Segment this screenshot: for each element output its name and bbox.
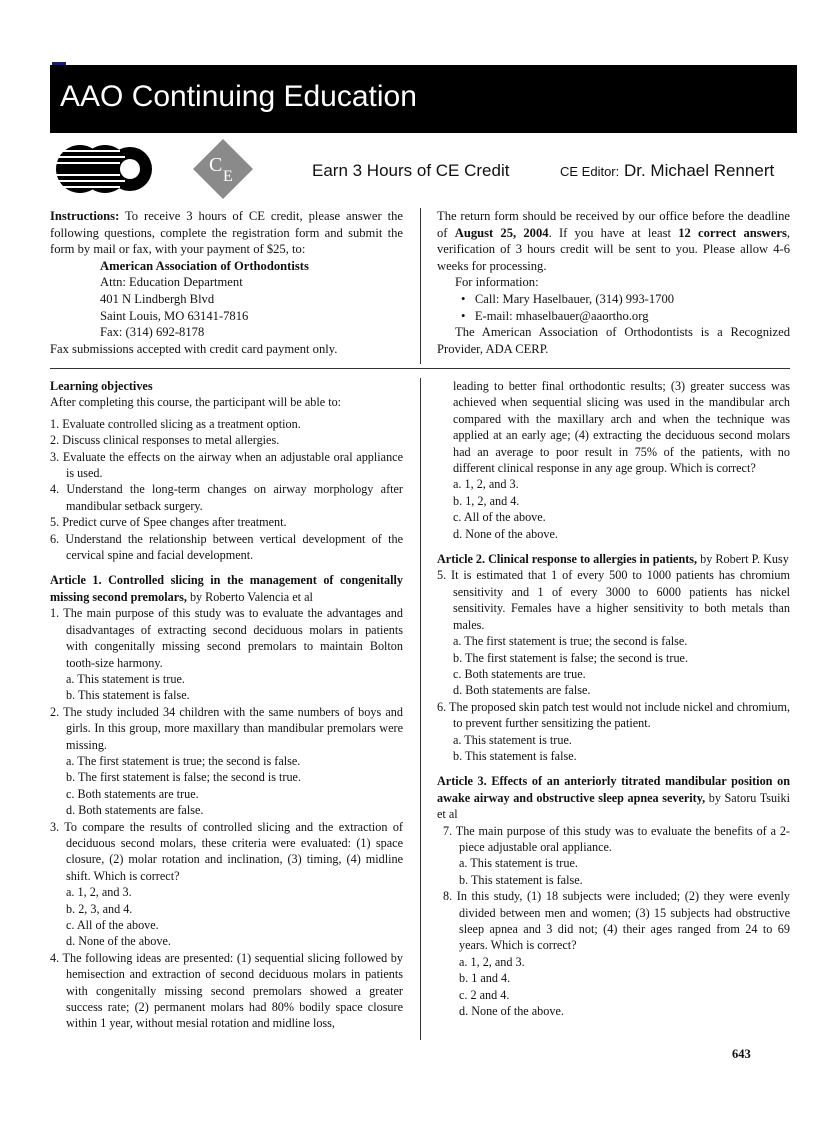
question: 5. It is estimated that 1 of every 500 to 1000 patients has chromium sensitivity and 1 of every 3000 to 6000 patients has nickel sensitivity. Females have a higher sensitivity to both metals than males. bbox=[437, 568, 790, 632]
editor-label: CE Editor: bbox=[560, 164, 620, 179]
question: 2. The study included 34 children with the same numbers of boys and girls. In this group, more maxillary than mandibular premolars were missing. bbox=[50, 704, 403, 752]
text: , verification of 3 hours credit will be sent to you. Please allow 4-6 weeks for processing. bbox=[437, 225, 791, 273]
text: The return form should be received by our office before the deadline of bbox=[437, 209, 790, 240]
provider-note: The American Association of Orthodontists is a Recognized Provider, ADA CERP. bbox=[437, 325, 790, 356]
answer-option: a. 1, 2, and 3. bbox=[459, 954, 525, 969]
right-column bbox=[437, 378, 790, 1019]
objective-item: 6. Understand the relationship between vertical development of the cervical spine and facial development. bbox=[50, 531, 403, 563]
answer-option: d. Both statements are false. bbox=[453, 683, 591, 698]
answer-option: c. All of the above. bbox=[66, 918, 159, 932]
answer-option: b. This statement is false. bbox=[453, 748, 577, 763]
text: Call: Mary Haselbauer, (314) 993-1700 bbox=[474, 291, 675, 306]
question-continued: leading to better final orthodontic results; (3) greater success was achieved when sequential slicing was used in the mandibular arch compared with the maxillary arch and when the technique was applied at an early age; (4) extracting the deciduous second molars had an average to poor result in 75% of the patients, with no different clinical response in any age group. Which is correct? bbox=[453, 379, 790, 476]
answer-option: b. This statement is false. bbox=[459, 872, 583, 887]
text: E-mail: mhaselbauer@aaortho.org bbox=[474, 308, 649, 323]
answer-option: b. The first statement is false; the second is true. bbox=[66, 770, 302, 785]
address-line: Attn: Education Department bbox=[100, 275, 243, 290]
answer-option: d. None of the above. bbox=[66, 934, 171, 949]
ce-logo bbox=[193, 139, 253, 199]
answer-option: c. All of the above. bbox=[453, 510, 546, 525]
answer-option: d. None of the above. bbox=[459, 1004, 564, 1019]
text: by Robert P. Kusy bbox=[697, 552, 789, 567]
aao-logo bbox=[50, 143, 155, 195]
answer-option: d. Both statements are false. bbox=[66, 803, 204, 818]
horizontal-rule bbox=[50, 368, 790, 369]
text: Article 1. Controlled slicing in the management of congenitally missing second premolars, bbox=[50, 573, 403, 604]
answer-option: a. The first statement is true; the second is false. bbox=[453, 634, 688, 649]
answer-option: a. This statement is true. bbox=[66, 671, 185, 686]
text: . If you have at least bbox=[548, 225, 679, 240]
question: 6. The proposed skin patch test would not include nickel and chromium, to prevent further sensitizing the patient. bbox=[437, 699, 790, 731]
answer-option: b. This statement is false. bbox=[66, 688, 190, 703]
answer-option: a. 1, 2, and 3. bbox=[66, 885, 132, 900]
article-1-heading bbox=[50, 572, 403, 605]
answer-option: a. The first statement is true; the second is false. bbox=[66, 753, 301, 768]
address-line: Fax: (314) 692-8178 bbox=[100, 325, 205, 340]
instructions-text: To receive 3 hours of CE credit, please answer the following questions, complete the registration form and submit the form by mail or fax, with your payment of $25, to: bbox=[50, 209, 403, 257]
earn-credit-heading: Earn 3 Hours of CE Credit bbox=[312, 161, 510, 180]
objectives-title: Learning objectives bbox=[50, 379, 153, 393]
address-line: Saint Louis, MO 63141-7816 bbox=[100, 308, 249, 323]
objective-item: 3. Evaluate the effects on the airway when an adjustable oral appliance is used. bbox=[50, 449, 403, 481]
mailing-address bbox=[50, 258, 403, 341]
answer-option: d. None of the above. bbox=[453, 526, 558, 541]
fax-note: Fax submissions accepted with credit card payment only. bbox=[50, 341, 338, 356]
answer-option: b. 1 and 4. bbox=[459, 971, 511, 986]
answer-option: b. 1, 2, and 4. bbox=[453, 493, 520, 508]
answer-option: a. This statement is true. bbox=[459, 856, 578, 871]
question: 1. The main purpose of this study was to evaluate the advantages and disadvantages of extracting second deciduous molars in patients with congenitally missing second premolars to maintain Bolton tooth-size harmony. bbox=[50, 606, 403, 670]
info-label: For information: bbox=[455, 275, 539, 290]
column-divider bbox=[420, 208, 421, 364]
answer-option: c. Both statements are true. bbox=[66, 786, 199, 801]
text: Article 2. Clinical response to allergies in patients, bbox=[437, 552, 698, 567]
text: by Roberto Valencia et al bbox=[186, 589, 313, 604]
address-line: 401 N Lindbergh Blvd bbox=[100, 291, 215, 306]
text: Article 3. Effects of an anteriorly titrated mandibular position on awake airway and obstructive sleep apnea severity, bbox=[437, 774, 790, 805]
objective-item: 2. Discuss clinical responses to metal allergies. bbox=[50, 433, 280, 448]
article-3-heading bbox=[437, 773, 790, 822]
contact-email[interactable]: • E-mail: mhaselbauer@aaortho.org bbox=[461, 308, 649, 323]
text: by Satoru Tsuiki et al bbox=[437, 790, 790, 822]
address-line: American Association of Orthodontists bbox=[100, 258, 309, 273]
title-banner bbox=[50, 65, 797, 133]
question: 3. To compare the results of controlled slicing and the extraction of deciduous second molars, these criteria were evaluated: (1) space closure, (2) molar rotation and inclination, (3) timing, (4) midline shift. Which is correct? bbox=[50, 819, 403, 883]
return-info bbox=[437, 208, 790, 357]
objective-item: 5. Predict curve of Spee changes after treatment. bbox=[50, 515, 287, 530]
instructions bbox=[50, 208, 403, 357]
question: 4. The following ideas are presented: (1) sequential slicing followed by hemisection and extraction of second deciduous molars in patients with congenitally missing second premolars showed a greater success rate; (2) permanent molars had 80% bodily space closure within 1 year, without mesial rotation and midline loss, bbox=[50, 950, 403, 1031]
question: 8. In this study, (1) 18 subjects were included; (2) they were evenly divided between men and women; (3) 15 subjects had obstructive sleep apnea and 3 did not; (4) their ages ranged from 24 to 69 years. Which is correct? bbox=[443, 889, 790, 953]
answer-option: c. Both statements are true. bbox=[453, 666, 586, 681]
answer-option: a. 1, 2, and 3. bbox=[453, 477, 519, 492]
svg-text:C: C bbox=[209, 154, 223, 176]
question: 7. The main purpose of this study was to evaluate the benefits of a 2-piece adjustable oral appliance. bbox=[443, 823, 790, 854]
objective-item: 4. Understand the long-term changes on airway morphology after mandibular setback surgery. bbox=[50, 482, 403, 513]
objective-item: 1. Evaluate controlled slicing as a treatment option. bbox=[50, 416, 301, 431]
objectives-intro: After completing this course, the participant will be able to: bbox=[50, 395, 342, 410]
correct-answers: 12 correct answers bbox=[678, 225, 787, 240]
svg-text:E: E bbox=[223, 168, 233, 185]
article-2-heading bbox=[437, 551, 790, 567]
ce-editor bbox=[560, 160, 774, 183]
answer-option: c. 2 and 4. bbox=[459, 987, 510, 1002]
column-divider bbox=[420, 378, 421, 1040]
editor-name: Dr. Michael Rennert bbox=[623, 161, 775, 180]
page-number: 643 bbox=[732, 1047, 751, 1061]
banner-title: AAO Continuing Education bbox=[60, 80, 417, 113]
answer-option: b. The first statement is false; the second is true. bbox=[453, 650, 689, 665]
instructions-label: Instructions: bbox=[50, 209, 120, 223]
answer-option: b. 2, 3, and 4. bbox=[66, 901, 133, 916]
deadline: August 25, 2004 bbox=[454, 225, 549, 240]
left-column bbox=[50, 378, 403, 1032]
answer-option: a. This statement is true. bbox=[453, 732, 572, 747]
contact-call: • Call: Mary Haselbauer, (314) 993-1700 bbox=[461, 291, 675, 306]
